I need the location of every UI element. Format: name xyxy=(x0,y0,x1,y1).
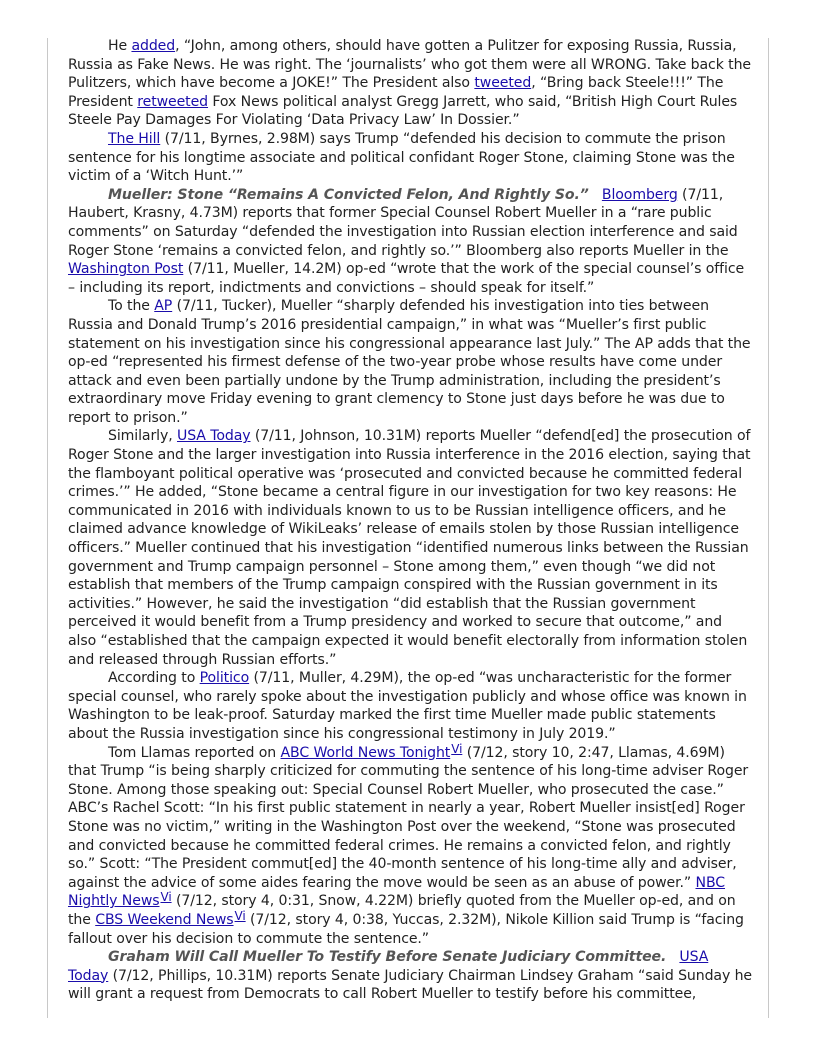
link-nbc-nightly-news[interactable]: NBC Nightly News xyxy=(68,874,726,910)
link-bloomberg[interactable]: Bloomberg xyxy=(601,186,678,203)
paragraph xyxy=(68,669,752,743)
paragraph xyxy=(68,297,752,427)
text-run: (7/12, story 10, 2:47, Llamas, 4.69M) that Trump “is being sharply criticized for commuting the sentence of his long-time adviser Roger Stone. Among those speaking out: Special Counsel Robert Mueller, who prosecuted the case.” ABC’s Rachel Scott: “In his first public statement in nearly a year, Robert Mueller insist[ed] Roger Stone was no victim,” writing in the Washington Post over the weekend, “Stone was prosecuted and convicted because he committed federal crimes. He remains a convicted felon, and rightly so.” Scott: “The President commut[ed] the 40-month sentence of his long-time ally and adviser, against the advice of some aides fearing the move would be seen as an abuse of power.” xyxy=(68,744,749,891)
text-run: According to xyxy=(108,670,200,687)
video-link-cbs[interactable]: Vi xyxy=(234,908,246,923)
text-run: (7/12, Phillips, 10.31M) reports Senate Judiciary Chairman Lindsey Graham “said Sunday he will grant a request from Democrats to call Robert Mueller to testify before his committee, xyxy=(68,967,752,1003)
link-the-hill[interactable]: The Hill xyxy=(108,130,161,147)
link-ap[interactable]: AP xyxy=(154,298,173,315)
paragraph xyxy=(68,37,752,130)
link-usa-today-2[interactable]: USA Today xyxy=(68,949,709,984)
video-link-abc[interactable]: Vi xyxy=(451,741,463,756)
text-run: Tom Llamas reported on xyxy=(108,744,281,761)
section-heading: Graham Will Call Mueller To Testify Before Senate Judiciary Committee. xyxy=(108,949,667,966)
document-body xyxy=(68,37,752,1004)
text-run: (7/11, Byrnes, 2.98M) says Trump “defended his decision to commute the prison sentence for his longtime associate and political confidant Roger Stone, claiming Stone was the victim of a ‘Witch Hunt.’” xyxy=(68,130,735,185)
text-run: (7/11, Johnson, 10.31M) reports Mueller “defend[ed] the prosecution of Roger Stone and the larger investigation into Russia interference in the 2016 election, saying that the flamboyant political operative was ‘prosecuted and convicted because he committed federal crimes.’” He added, “Stone became a central figure in our investigation for two key reasons: He communicated in 2016 with individuals known to us to be Russian intelligence officers, and he claimed advance knowledge of WikiLeaks’ release of emails stolen by those Russian intelligence officers.” Mueller continued that his investigation “identified numerous links between the Russian government and Trump campaign personnel – Stone among them,” even though “we did not establish that members of the Trump campaign conspired with the Russian government in its activities.” However, he said the investigation “did establish that the Russian government perceived it would benefit from a Trump presidency and worked to secure that outcome,” and also “established that the campaign expected it would benefit electorally from information stolen and released through Russian efforts.” xyxy=(68,428,751,668)
link-washington-post[interactable]: Washington Post xyxy=(68,261,184,278)
text-run: (7/11, Muller, 4.29M), the op-ed “was uncharacteristic for the former special counsel, who rarely spoke about the investigation publicly and whose office was known in Washington to be leak-proof. Saturday marked the first time Mueller made public statements about the Russia investigation since his congressional testimony in July 2019.” xyxy=(68,670,747,742)
paragraph xyxy=(68,186,752,298)
link-added[interactable]: added xyxy=(131,38,176,54)
text-run: , “John, among others, should have gotten a Pulitzer for exposing Russia, Russia, Russia as Fake News. He was right. The ‘journalists’ who got them were all WRONG. Take back the Pulitzers, which have become a JOKE!” The President also xyxy=(68,38,751,92)
text-run: , “Bring back Steele!!!” The President xyxy=(68,75,724,110)
paragraph xyxy=(68,948,752,1004)
link-politico[interactable]: Politico xyxy=(199,670,250,687)
link-abc-world-news-tonight[interactable]: ABC World News Tonight xyxy=(280,744,451,761)
link-tweeted[interactable]: tweeted xyxy=(474,75,532,92)
right-margin-rule xyxy=(768,38,769,1018)
text-run: Fox News political analyst Gregg Jarrett, who said, “British High Court Rules Steele Pay Damages For Violating ‘Data Privacy Law’ In Dossier.” xyxy=(68,93,738,129)
link-usa-today[interactable]: USA Today xyxy=(176,428,251,445)
paragraph xyxy=(68,741,752,949)
text-run: To the xyxy=(108,298,155,315)
text-run: (7/12, story 4, 0:38, Yuccas, 2.32M), Nikole Killion said Trump is “facing fallout over his decision to commute the sentence.” xyxy=(68,911,744,947)
text-run: (7/11, Haubert, Krasny, 4.73M) reports that former Special Counsel Robert Mueller in a “rare public comments” on Saturday “defended the investigation into Russian election interference and said Roger Stone ‘remains a convicted felon, and rightly so.’” Bloomberg also reports Mueller in the xyxy=(68,186,738,259)
left-margin-rule xyxy=(47,38,48,1018)
text-run: Similarly, xyxy=(108,428,177,445)
paragraph xyxy=(68,427,752,669)
text-run: He xyxy=(108,38,132,54)
video-link-nbc[interactable]: Vi xyxy=(160,890,172,905)
link-cbs-weekend-news[interactable]: CBS Weekend News xyxy=(95,911,234,928)
link-retweeted[interactable]: retweeted xyxy=(137,93,209,110)
paragraph xyxy=(68,130,752,186)
text-run: (7/11, Tucker), Mueller “sharply defended his investigation into ties between Russia and Donald Trump’s 2016 presidential campaign,” in what was “Mueller’s first public statement on his investigation since his congressional appearance last July.” The AP adds that the op-ed “represented his firmest defense of the two-year probe whose results have come under attack and even been partially undone by the Trump administration, including the president’s extraordinary move Friday evening to grant clemency to Stone just days before he was due to report to prison.” xyxy=(68,298,751,426)
text-run: (7/11, Mueller, 14.2M) op-ed “wrote that the work of the special counsel’s office – including its report, indictments and convictions – should speak for itself.” xyxy=(68,261,745,296)
section-heading: Mueller: Stone “Remains A Convicted Felon, And Rightly So.” xyxy=(108,186,589,203)
text-run: (7/12, story 4, 0:31, Snow, 4.22M) briefly quoted from the Mueller op-ed, and on the xyxy=(68,893,736,928)
